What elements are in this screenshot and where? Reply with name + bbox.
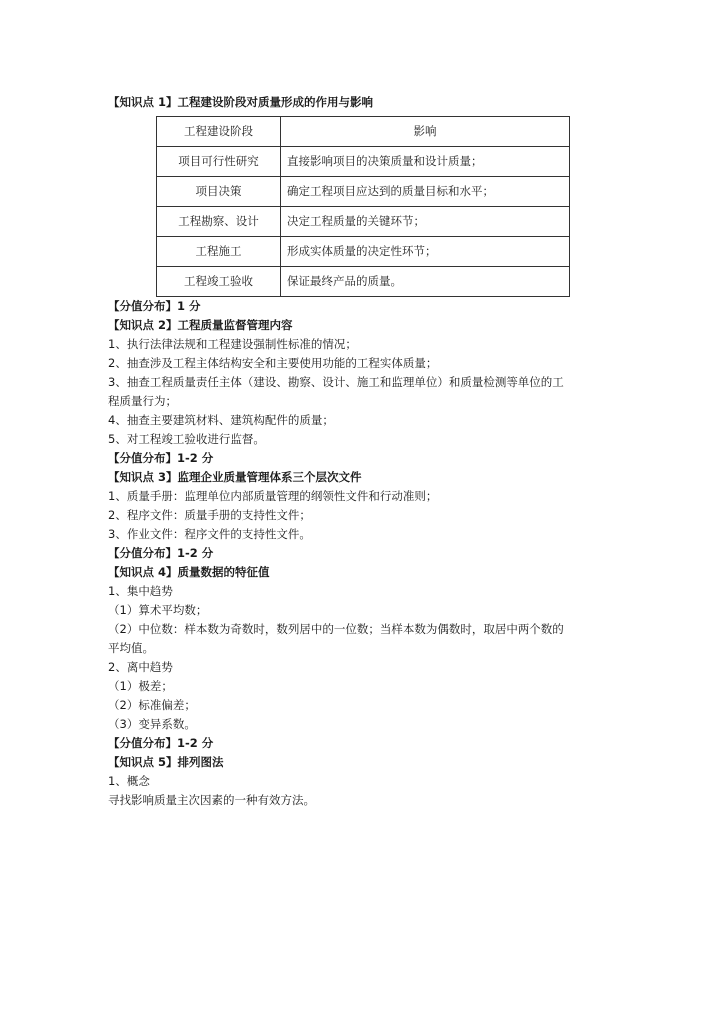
table-header-stage: 工程建设阶段 [157,117,281,147]
list-item: 2、离中趋势 [108,660,173,674]
list-item: 3、作业文件：程序文件的支持性文件。 [108,527,311,541]
table-cell-stage: 项目决策 [157,177,281,207]
list-item: 5、对工程竣工验收进行监督。 [108,432,265,446]
document-page [108,93,628,810]
kp1-heading: 【知识点 1】工程建设阶段对质量形成的作用与影响 [108,95,374,109]
table-cell-stage: 工程施工 [157,237,281,267]
stage-impact-table [156,116,570,297]
list-item: 2、抽查涉及工程主体结构安全和主要使用功能的工程实体质量； [108,356,438,370]
list-item: 寻找影响质量主次因素的一种有效方法。 [108,793,315,807]
list-item: （2）中位数：样本数为奇数时，数列居中的一位数；当样本数为偶数时，取居中两个数的 [108,622,564,636]
kp4-heading: 【知识点 4】质量数据的特征值 [108,565,270,579]
table-row [157,147,570,177]
kp2-score: 【分值分布】1-2 分 [108,451,214,465]
table-cell-impact: 保证最终产品的质量。 [281,267,570,297]
list-item: 1、概念 [108,774,150,788]
table-cell-stage: 项目可行性研究 [157,147,281,177]
list-item: （2）标准偏差； [108,698,196,712]
list-item: 3、抽查工程质量责任主体（建设、勘察、设计、施工和监理单位）和质量检测等单位的工 [108,375,564,389]
kp5-heading: 【知识点 5】排列图法 [108,755,224,769]
table-cell-stage: 工程竣工验收 [157,267,281,297]
list-item: （1）极差； [108,679,173,693]
list-item: （1）算术平均数； [108,603,208,617]
table-header-impact: 影响 [281,117,570,147]
kp3-score: 【分值分布】1-2 分 [108,546,214,560]
table-row [157,177,570,207]
list-item: 程质量行为； [108,394,177,408]
list-item: 1、执行法律法规和工程建设强制性标准的情况； [108,337,357,351]
table-row [157,207,570,237]
table-cell-stage: 工程勘察、设计 [157,207,281,237]
kp4-score: 【分值分布】1-2 分 [108,736,214,750]
table-row [157,267,570,297]
table-cell-impact: 确定工程项目应达到的质量目标和水平； [281,177,570,207]
table-cell-impact: 决定工程质量的关键环节； [281,207,570,237]
kp3-heading: 【知识点 3】监理企业质量管理体系三个层次文件 [108,470,362,484]
table-header-row [157,117,570,147]
kp2-heading: 【知识点 2】工程质量监督管理内容 [108,318,293,332]
table-row [157,237,570,267]
list-item: 1、集中趋势 [108,584,173,598]
table-cell-impact: 形成实体质量的决定性环节； [281,237,570,267]
list-item: 2、程序文件：质量手册的支持性文件； [108,508,311,522]
kp1-score: 【分值分布】1 分 [108,299,201,313]
table-cell-impact: 直接影响项目的决策质量和设计质量； [281,147,570,177]
list-item: 平均值。 [108,641,154,655]
list-item: （3）变异系数。 [108,717,196,731]
list-item: 1、质量手册：监理单位内部质量管理的纲领性文件和行动准则； [108,489,438,503]
list-item: 4、抽查主要建筑材料、建筑构配件的质量； [108,413,334,427]
